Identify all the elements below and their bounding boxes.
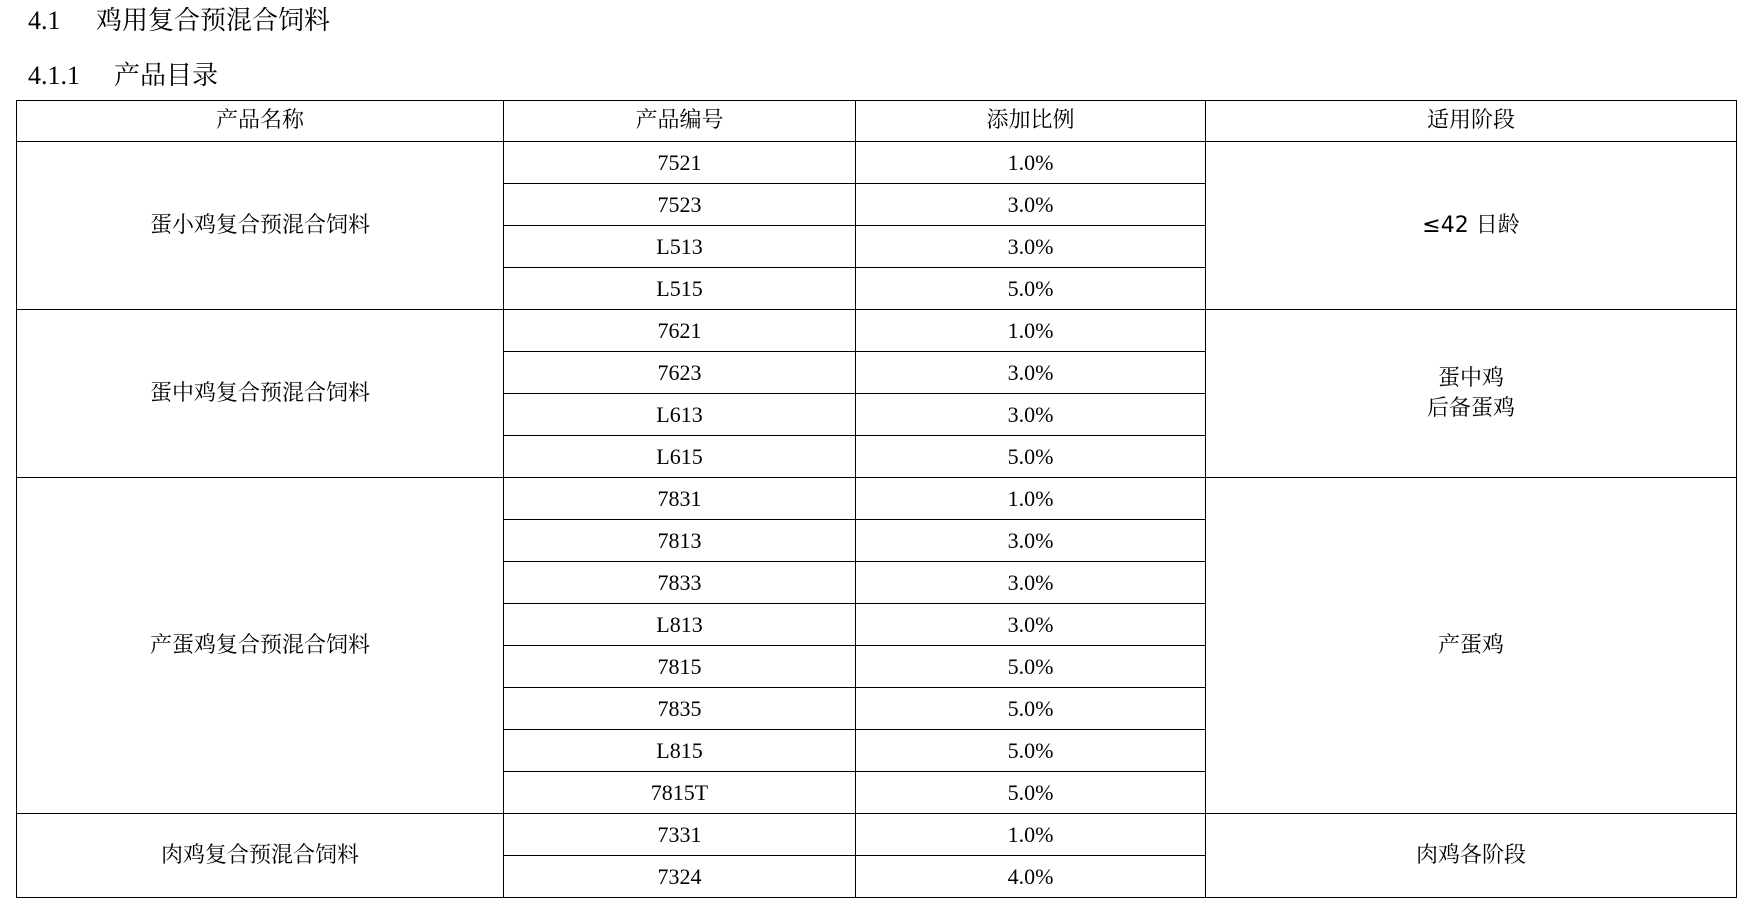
product-code-cell: 7324	[504, 856, 856, 898]
add-ratio-cell: 5.0%	[856, 772, 1206, 814]
stage-cell	[1206, 814, 1737, 898]
product-code-cell: 7621	[504, 310, 856, 352]
header-product-name: 产品名称	[17, 101, 504, 142]
product-code-cell: L815	[504, 730, 856, 772]
product-name-cell: 蛋中鸡复合预混合饲料	[17, 310, 504, 478]
stage-cell	[1206, 478, 1737, 814]
header-stage: 适用阶段	[1206, 101, 1737, 142]
add-ratio-cell: 5.0%	[856, 730, 1206, 772]
header-product-code: 产品编号	[504, 101, 856, 142]
product-code-cell: L613	[504, 394, 856, 436]
product-code-cell: 7835	[504, 688, 856, 730]
table-row	[17, 310, 1737, 352]
table-row	[17, 142, 1737, 184]
add-ratio-cell: 4.0%	[856, 856, 1206, 898]
product-code-cell: 7813	[504, 520, 856, 562]
add-ratio-cell: 1.0%	[856, 142, 1206, 184]
stage-line: 蛋中鸡	[1437, 365, 1504, 391]
header-add-ratio: 添加比例	[856, 101, 1206, 142]
product-code-cell: L515	[504, 268, 856, 310]
add-ratio-cell: 3.0%	[856, 352, 1206, 394]
product-name-cell: 蛋小鸡复合预混合饲料	[17, 142, 504, 310]
product-code-cell: 7331	[504, 814, 856, 856]
table-header-row	[17, 101, 1737, 142]
add-ratio-cell: 1.0%	[856, 478, 1206, 520]
add-ratio-cell: 5.0%	[856, 436, 1206, 478]
stage-line: 产蛋鸡	[1437, 632, 1504, 658]
add-ratio-cell: 3.0%	[856, 184, 1206, 226]
product-code-cell: 7623	[504, 352, 856, 394]
add-ratio-cell: 3.0%	[856, 604, 1206, 646]
stage-line: ≤42 日龄	[1422, 212, 1520, 238]
product-code-cell: 7815T	[504, 772, 856, 814]
subsection-heading	[28, 55, 218, 92]
product-catalog-table	[16, 100, 1737, 898]
subsection-title: 产品目录	[114, 61, 219, 91]
section-title: 鸡用复合预混合饲料	[96, 6, 331, 36]
product-code-cell: 7521	[504, 142, 856, 184]
add-ratio-cell: 3.0%	[856, 394, 1206, 436]
add-ratio-cell: 3.0%	[856, 562, 1206, 604]
add-ratio-cell: 1.0%	[856, 310, 1206, 352]
table-row	[17, 478, 1737, 520]
add-ratio-cell: 3.0%	[856, 520, 1206, 562]
product-code-cell: L513	[504, 226, 856, 268]
add-ratio-cell: 5.0%	[856, 646, 1206, 688]
stage-cell	[1206, 310, 1737, 478]
add-ratio-cell: 3.0%	[856, 226, 1206, 268]
section-number: 4.1	[28, 6, 61, 35]
product-name-cell: 肉鸡复合预混合饲料	[17, 814, 504, 898]
table-row	[17, 814, 1737, 856]
product-code-cell: 7523	[504, 184, 856, 226]
stage-cell	[1206, 142, 1737, 310]
product-code-cell: 7831	[504, 478, 856, 520]
add-ratio-cell: 5.0%	[856, 268, 1206, 310]
product-code-cell: 7815	[504, 646, 856, 688]
section-heading	[28, 0, 330, 37]
add-ratio-cell: 1.0%	[856, 814, 1206, 856]
subsection-number: 4.1.1	[28, 61, 80, 90]
table-body	[17, 142, 1737, 898]
product-code-cell: L615	[504, 436, 856, 478]
add-ratio-cell: 5.0%	[856, 688, 1206, 730]
product-code-cell: 7833	[504, 562, 856, 604]
product-code-cell: L813	[504, 604, 856, 646]
stage-line: 肉鸡各阶段	[1415, 842, 1526, 868]
product-name-cell: 产蛋鸡复合预混合饲料	[17, 478, 504, 814]
stage-line: 后备蛋鸡	[1426, 395, 1515, 421]
